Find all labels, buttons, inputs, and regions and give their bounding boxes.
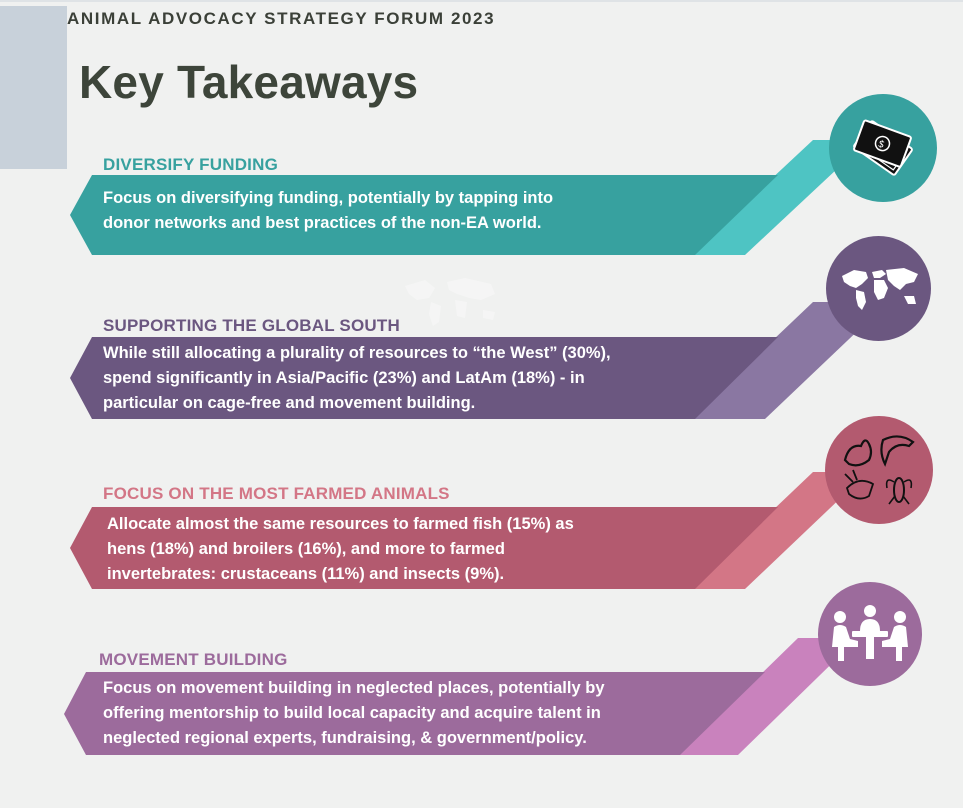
svg-text:$: $ xyxy=(876,138,887,151)
section-body xyxy=(103,676,605,751)
body-line: particular on cage-free and movement building. xyxy=(103,394,476,412)
section-farmed-animals xyxy=(0,416,963,594)
money-icon xyxy=(850,118,916,178)
body-line: neglected regional experts, fundraising, & government/policy. xyxy=(103,729,587,747)
section-body xyxy=(107,512,574,587)
money-icon-circle xyxy=(829,94,937,202)
body-line: invertebrates: crustaceans (11%) and insects (9%). xyxy=(107,565,505,583)
body-line: While still allocating a plurality of resources to “the West” (30%), xyxy=(103,344,611,362)
page-title: Key Takeaways xyxy=(79,56,419,108)
world-map-icon-circle xyxy=(826,236,931,341)
body-line: Focus on diversifying funding, potentially by tapping into xyxy=(103,189,554,207)
section-heading: DIVERSIFY FUNDING xyxy=(103,155,278,174)
section-body xyxy=(103,341,611,416)
body-line: donor networks and best practices of the non-EA world. xyxy=(103,214,542,232)
body-line: hens (18%) and broilers (16%), and more to farmed xyxy=(107,540,505,558)
event-title: ANIMAL ADVOCACY STRATEGY FORUM 2023 xyxy=(67,9,496,28)
body-line: Focus on movement building in neglected places, potentially by xyxy=(103,679,605,697)
section-body xyxy=(103,186,553,236)
section-heading: MOVEMENT BUILDING xyxy=(99,650,288,669)
body-line: Allocate almost the same resources to farmed fish (15%) as xyxy=(107,515,574,533)
section-movement-building xyxy=(0,580,963,770)
people-meeting-icon-circle xyxy=(818,582,922,686)
farmed-animals-icon xyxy=(839,430,919,510)
section-global-south xyxy=(0,236,963,426)
body-line: spend significantly in Asia/Pacific (23%) and LatAm (18%) - in xyxy=(103,369,585,387)
body-line: offering mentorship to build local capacity and acquire talent in xyxy=(103,704,601,722)
section-heading: FOCUS ON THE MOST FARMED ANIMALS xyxy=(103,484,450,503)
section-heading: SUPPORTING THE GLOBAL SOUTH xyxy=(103,316,400,335)
people-meeting-icon xyxy=(830,603,910,665)
farmed-animals-icon-circle xyxy=(825,416,933,524)
world-map-icon xyxy=(838,266,920,312)
top-border xyxy=(0,0,963,2)
